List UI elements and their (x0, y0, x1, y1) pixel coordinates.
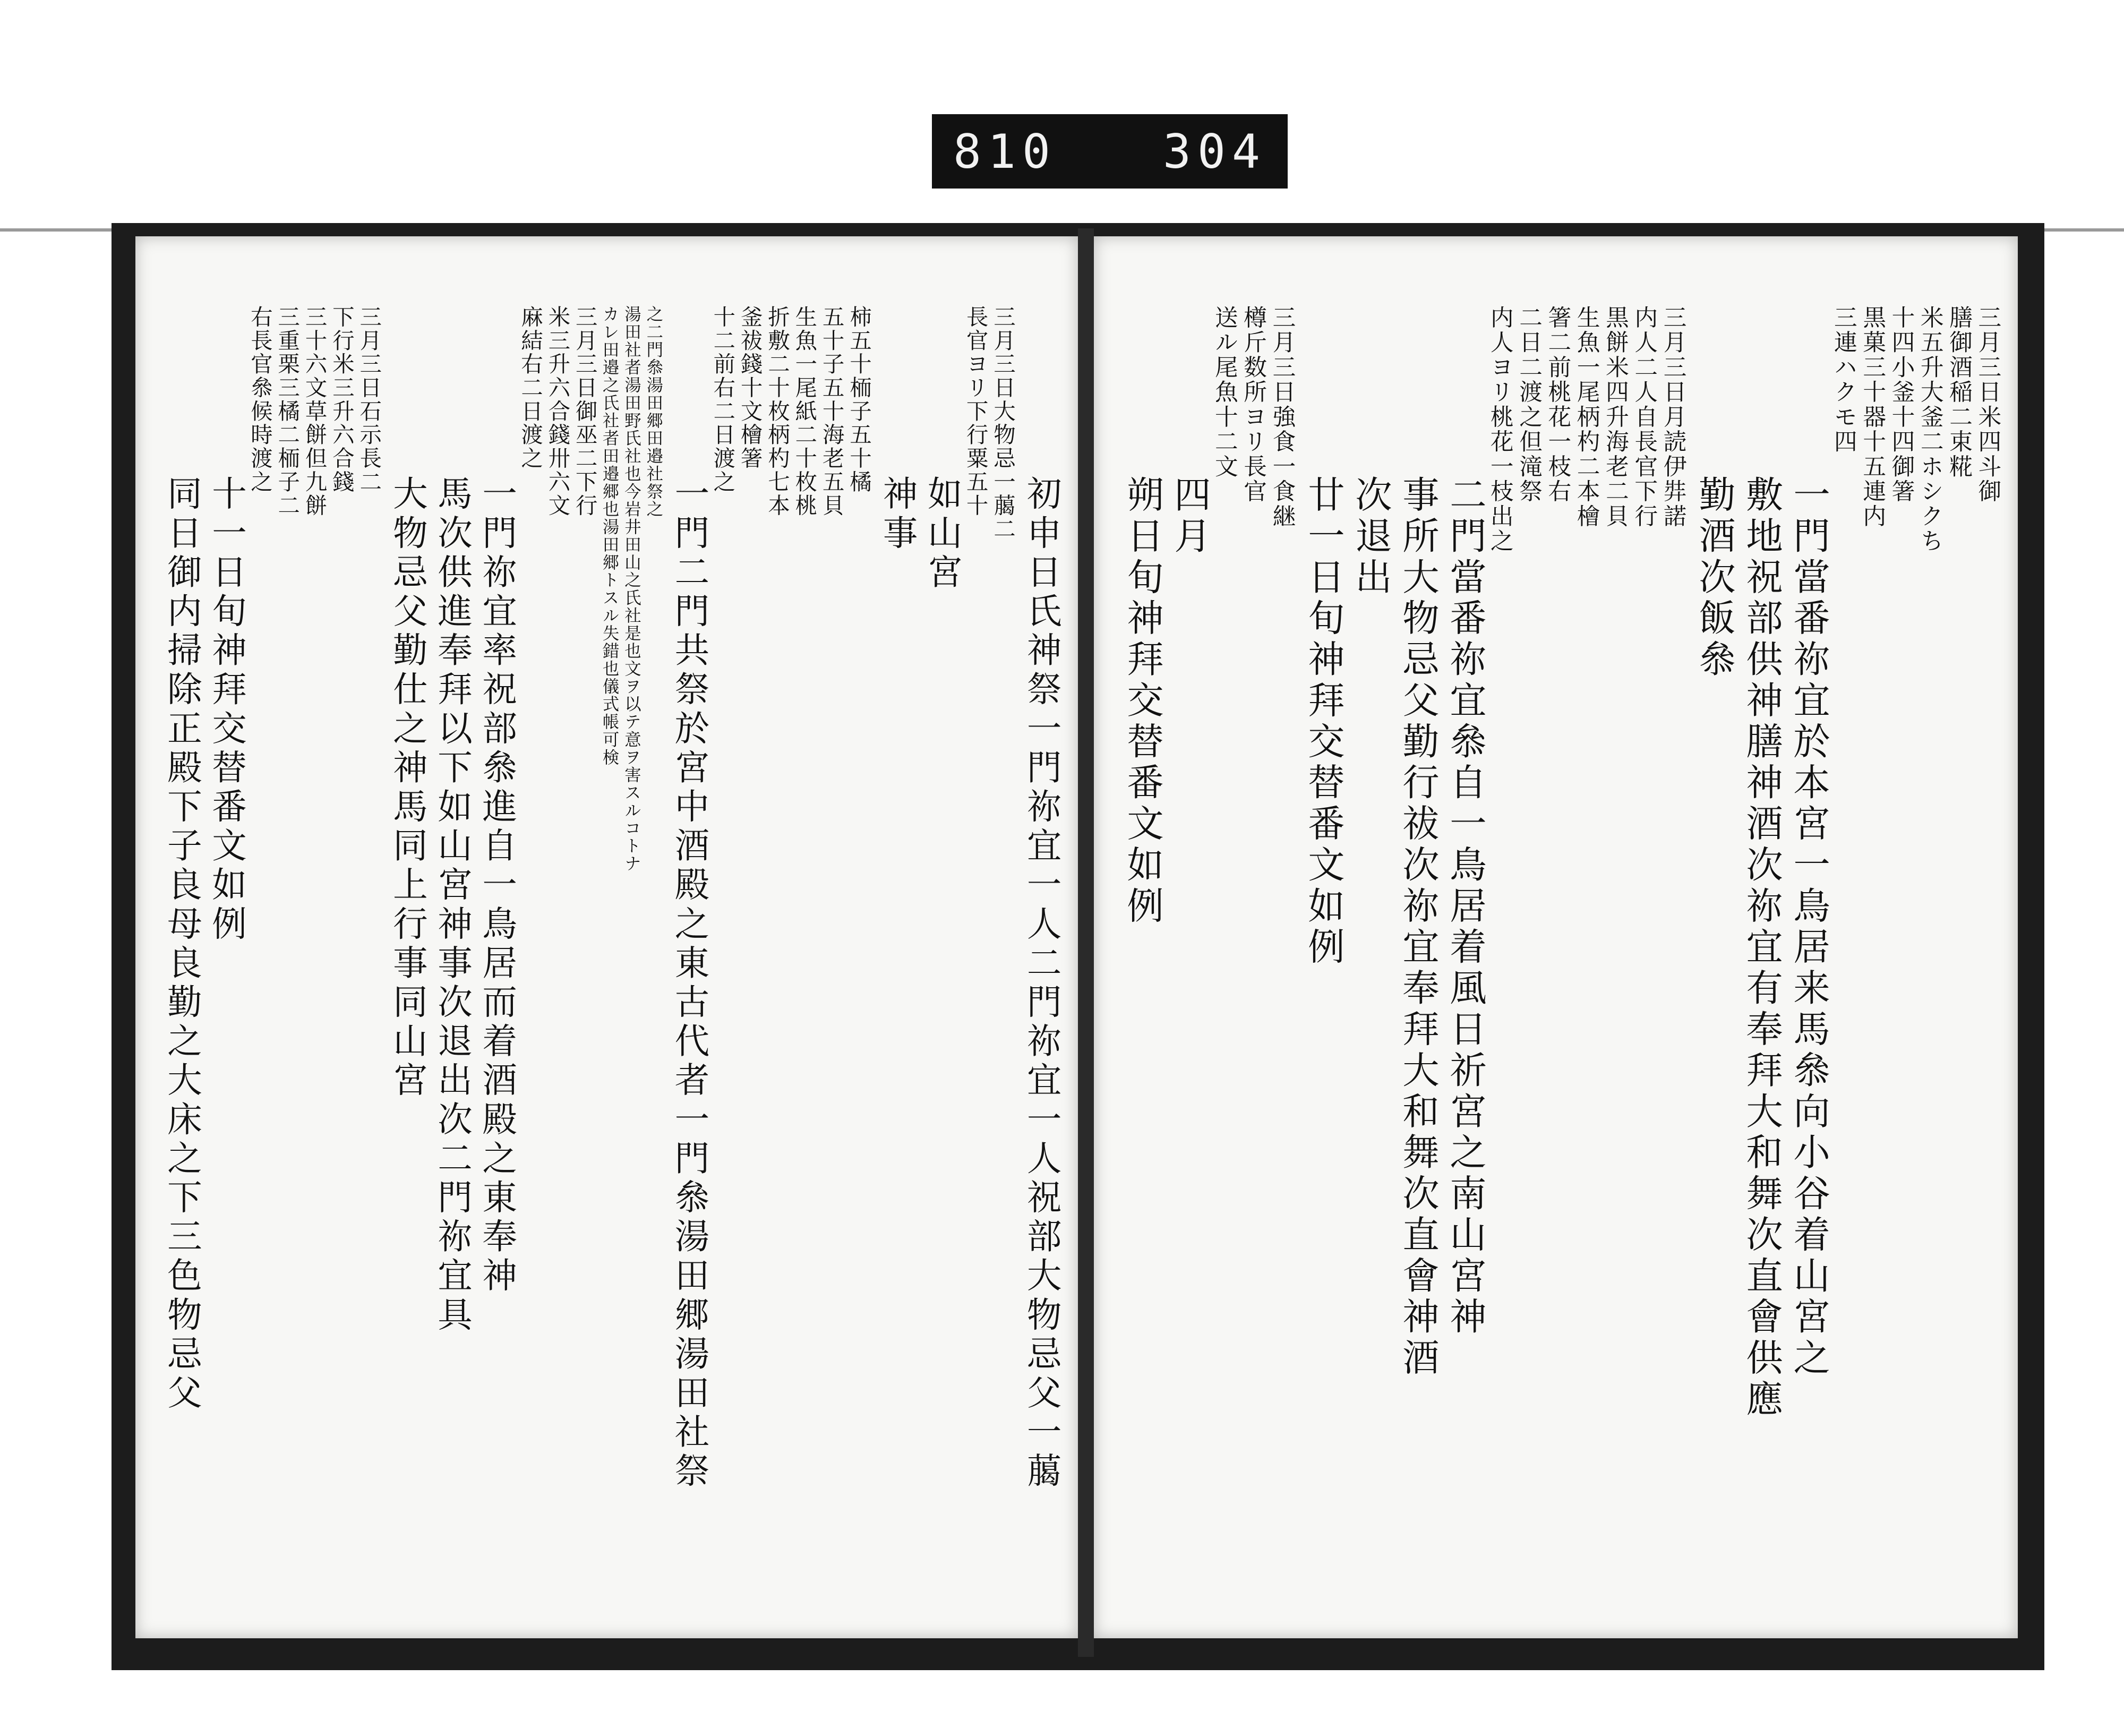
text-column: 二門當番祢宜叅自一鳥居着風日祈宮之南山宮神 (1443, 475, 1486, 1338)
frame-label (932, 114, 1288, 189)
frame-label-left: 810 (953, 124, 1057, 179)
text-column: 十一日旬神拜交替番文如例 (205, 475, 246, 945)
text-column: 長官ヨリ下行粟五十 (962, 305, 988, 518)
text-column: 黒餅米四升海老二貝 (1601, 305, 1629, 529)
text-column: 十二前右二日渡之 (709, 305, 735, 494)
text-column: 送ル尾魚十二文 (1211, 305, 1238, 480)
text-column: 米三升六合錢卅六文 (544, 305, 570, 518)
text-column: 三月三日米四斗御 (1974, 305, 2001, 504)
text-column: 三連ハクモ四 (1830, 305, 1857, 455)
text-column: 三月三日御巫二下行 (571, 305, 597, 518)
text-column: 十四小釜十四御箸 (1887, 305, 1915, 504)
text-column: 事所大物忌父勤行祓次祢宜奉拜大和舞次直會神酒 (1395, 475, 1438, 1380)
text-column: 黒菓三十器十五連内 (1858, 305, 1886, 529)
text-column: 同日御内掃除正殿下子良母良勤之大床之下三色物忌父 (161, 475, 202, 1414)
text-column: 敷地祝部供神膳神酒次祢宜有奉拜大和舞次直會供應 (1740, 475, 1783, 1421)
text-column: 麻結右二日渡之 (517, 305, 543, 471)
text-column: 朔日旬神拜交替番文如例 (1120, 475, 1163, 928)
text-column: 大物忌父勤仕之神馬同上行事同山宮 (387, 475, 427, 1101)
text-column: カレ田邉之氏社者田邉郷也湯田郷トスル失錯也儀式帳可検 (599, 305, 619, 766)
text-column: 次退出 (1348, 475, 1391, 599)
text-column: 一門當番祢宜於本宮一鳥居来馬叅向小谷着山宮之 (1787, 475, 1830, 1380)
text-column: 生魚一尾紙二十枚桃 (791, 305, 817, 518)
text-column: 折敷二十枚柄杓七本 (764, 305, 790, 518)
text-column: 二日二渡之但滝祭 (1515, 305, 1543, 504)
text-column: 馬次供進奉拜以下如山宮神事次退出次二門祢宜具 (431, 475, 472, 1336)
text-column: 内人ヨリ桃花一枝出之 (1486, 305, 1514, 554)
right-page (1094, 236, 2018, 1638)
text-column: 廿一日旬神拜交替番文如例 (1301, 475, 1344, 969)
text-column: 三月三日月読伊弉諾 (1659, 305, 1687, 529)
text-column: 膳御酒稲二束糀 (1945, 305, 1973, 480)
text-column: 一門祢宜率祝部叅進自一鳥居而着酒殿之東奉神 (476, 475, 517, 1296)
text-column: 樽斤数所ヨリ長官 (1239, 305, 1267, 504)
text-column: 釜祓錢十文檜箸 (736, 305, 763, 471)
text-column: 五十子五十海老五貝 (818, 305, 844, 518)
text-column: 三月三日石示長二 (356, 305, 382, 494)
text-column: 三十六文草餅但九餅 (301, 305, 327, 518)
text-column: 神事 (877, 475, 918, 554)
text-column: 初申日氏神祭一門祢宜一人二門祢宜一人祝部大物忌父一﨟 (1021, 475, 1061, 1492)
frame-label-right: 304 (1163, 124, 1266, 179)
text-column: 四月 (1168, 475, 1211, 558)
text-column: 如山宮 (921, 475, 962, 593)
text-column: 勤酒次飯叅 (1692, 475, 1735, 681)
text-column: 一門二門共祭於宮中酒殿之東古代者一門叅湯田郷湯田社祭 (668, 475, 709, 1492)
text-column: 湯田社者湯田野氏社也今岩井田山之氏社是也文ヲ以テ意ヲ害スルコトナ (621, 305, 641, 873)
left-page (135, 236, 1078, 1638)
text-column: 之二門叅湯田郷田邉社祭之 (643, 305, 663, 518)
text-column: 生魚一尾柄杓二本檜 (1573, 305, 1600, 529)
text-column: 箸二前桃花一枝右 (1544, 305, 1571, 504)
text-column: 内人二人自長官下行 (1630, 305, 1658, 529)
text-column: 三月三日大物忌一﨟二 (990, 305, 1016, 541)
text-column: 三重栗三橘二栭子二 (274, 305, 300, 518)
text-column: 右長官叅候時渡之 (246, 305, 272, 494)
text-column: 米五升大釜二ホシクち (1916, 305, 1944, 554)
text-column: 三月三日強食一食継 (1268, 305, 1296, 529)
text-column: 柿五十栭子五十橘 (846, 305, 872, 494)
book-spine (1078, 228, 1094, 1657)
text-column: 下行米三升六合錢 (328, 305, 354, 494)
